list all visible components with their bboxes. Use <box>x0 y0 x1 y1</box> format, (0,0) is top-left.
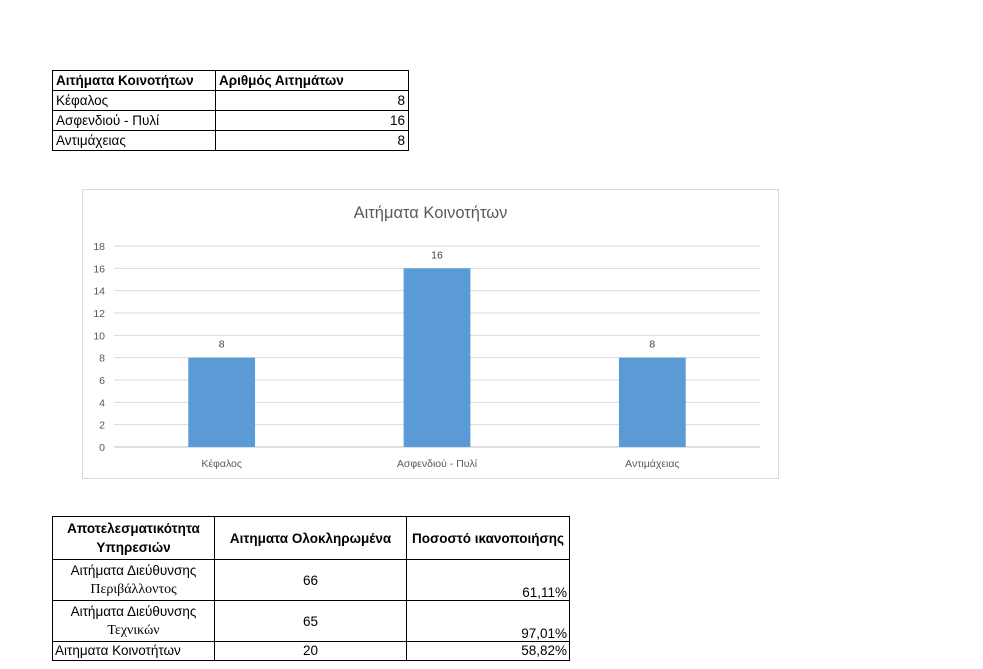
row-value: 8 <box>216 131 409 151</box>
header-service-effectiveness: Αποτελεσματικότητα Υπηρεσιών <box>53 517 215 560</box>
chart-title: Αιτήματα Κοινοτήτων <box>353 204 508 222</box>
y-tick-label: 12 <box>93 308 105 320</box>
x-tick-label: Κέφαλος <box>201 458 242 470</box>
community-requests-table <box>52 70 409 151</box>
y-tick-label: 0 <box>99 442 105 454</box>
y-tick-label: 4 <box>99 397 105 410</box>
table-header-row <box>53 517 570 560</box>
row-name <box>53 601 215 642</box>
header-community-requests: Αιτήματα Κοινοτήτων <box>53 71 216 91</box>
data-label: 8 <box>649 338 656 351</box>
row-percentage: 58,82% <box>407 642 570 661</box>
row-name-line1: Αιτήματα Διεύθυνσης <box>70 604 197 619</box>
y-tick-label: 18 <box>93 241 105 253</box>
header-satisfaction-rate: Ποσοστό ικανοποιήσης <box>407 517 570 560</box>
header-completed-requests: Αιτηματα Ολοκληρωμένα <box>215 517 407 560</box>
row-name-line1: Αιτήματα Διεύθυνσης <box>70 563 197 578</box>
y-tick-label: 6 <box>99 375 105 387</box>
y-tick-label: 2 <box>99 419 105 432</box>
table-row <box>53 601 570 642</box>
bar-chart <box>82 189 779 479</box>
header-request-count: Αριθμός Αιτημάτων <box>216 71 409 91</box>
row-name <box>53 560 215 601</box>
row-percentage: 97,01% <box>407 601 570 642</box>
row-name-line2: Περιβάλλοντος <box>90 582 177 597</box>
y-tick-label: 14 <box>93 285 105 298</box>
table-row <box>53 111 409 131</box>
table-row <box>53 642 570 661</box>
x-tick-label: Ασφενδιού - Πυλί <box>396 458 478 470</box>
y-tick-label: 8 <box>99 352 105 365</box>
row-value: 8 <box>216 91 409 111</box>
row-percentage: 61,11% <box>407 560 570 601</box>
service-effectiveness-table <box>52 516 570 661</box>
row-name: Αιτηματα Κοινοτήτων <box>53 642 215 661</box>
table-row <box>53 560 570 601</box>
data-label: 8 <box>218 338 225 351</box>
row-name-line2: Τεχνικών <box>107 623 160 638</box>
row-count: 66 <box>215 560 407 601</box>
bar <box>619 358 686 447</box>
row-name: Ασφενδιού - Πυλί <box>53 111 216 131</box>
table-header-row <box>53 71 409 91</box>
row-name: Αντιμάχειας <box>53 131 216 151</box>
row-count: 65 <box>215 601 407 642</box>
bar <box>404 268 471 447</box>
y-tick-label: 16 <box>93 263 105 276</box>
x-tick-label: Αντιμάχειας <box>625 458 680 470</box>
y-tick-label: 10 <box>93 330 105 343</box>
row-count: 20 <box>215 642 407 661</box>
row-name: Κέφαλος <box>53 91 216 111</box>
chart-plot <box>83 190 778 478</box>
table-row <box>53 91 409 111</box>
bar <box>188 358 255 447</box>
table-row <box>53 131 409 151</box>
row-value: 16 <box>216 111 409 131</box>
data-label: 16 <box>431 249 443 262</box>
